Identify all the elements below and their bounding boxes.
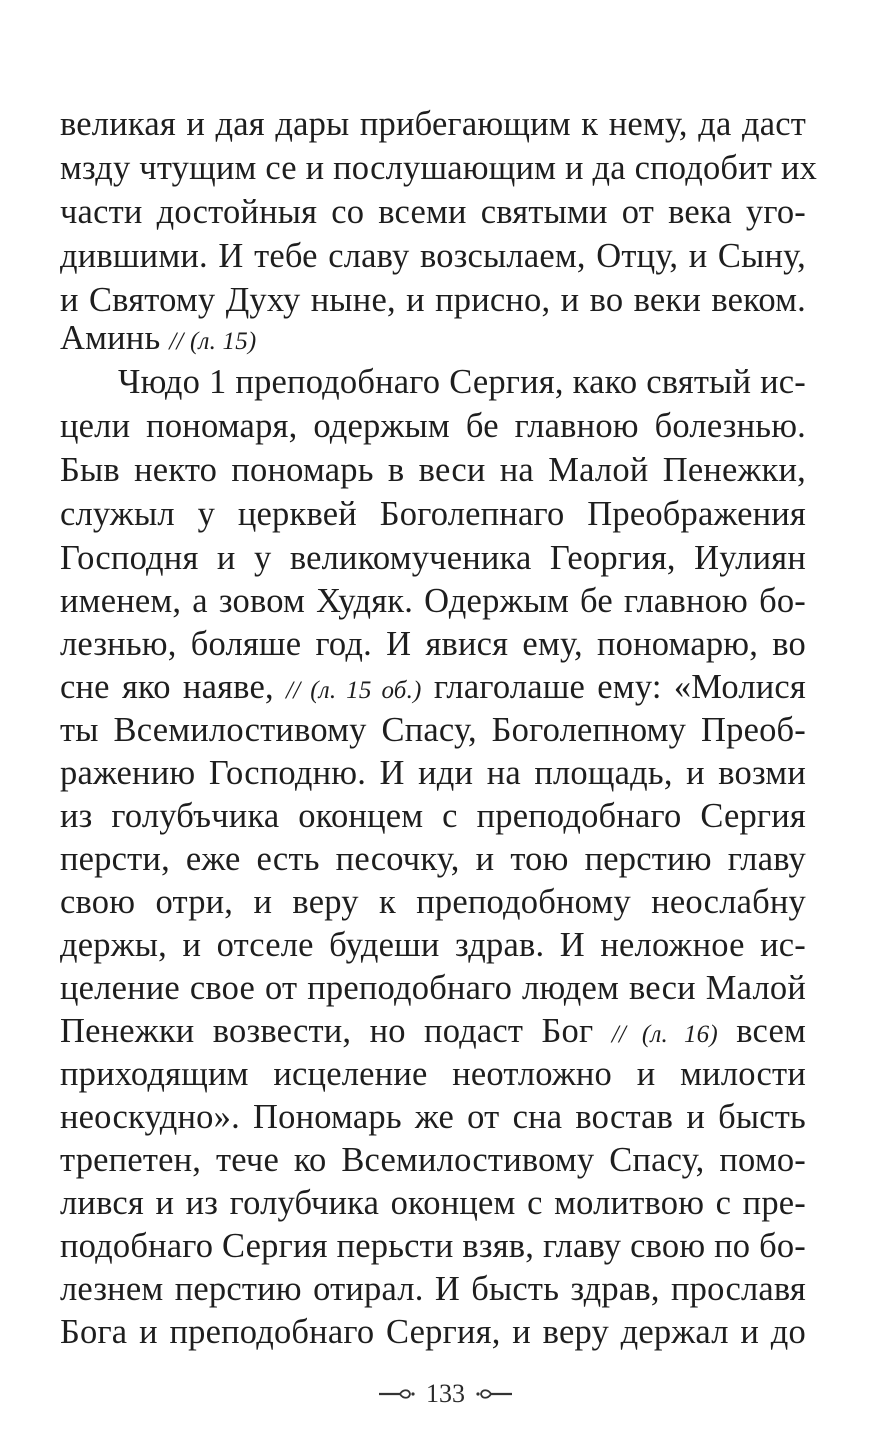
text-line: именем, а зовом Худяк. Одержым бе главною бо- — [60, 582, 806, 620]
text-line: ты Всемилостивому Спасу, Боголепному Преоб- — [60, 711, 806, 749]
text-line: Господня и у великомученика Георгия, Иулиян — [60, 539, 806, 577]
text-line: свою отри, и веру к преподобному неослабну — [60, 883, 806, 921]
text-line: подобнаго Сергия перьсти взяв, главу свою по бо- — [60, 1227, 806, 1265]
text-line: Быв некто пономарь в веси на Малой Пенежки, — [60, 451, 806, 489]
text-line: части достойныя со всеми святыми от века уго- — [60, 193, 806, 231]
text-line: Аминь // (л. 15) — [60, 319, 257, 357]
folio-reference: // (л. 16) — [611, 1021, 718, 1048]
text-line: трепетен, тече ко Всемилостивому Спасу, помо- — [60, 1141, 806, 1179]
folio-reference: // (л. 15 об.) — [286, 677, 422, 704]
text-line: мзду чтущим се и послушающим и да сподобит их — [60, 149, 818, 187]
text-line: лився и из голубчика оконцем с молитвою с пре- — [60, 1184, 806, 1222]
text-line: Бога и преподобнаго Сергия, и веру держал и до — [60, 1313, 806, 1351]
text-line: лезнем перстию отирал. И бысть здрав, прославя — [60, 1270, 806, 1308]
text-line: персти, еже есть песочку, и тою перстию главу — [60, 840, 806, 878]
paragraph-first-line: Чюдо 1 преподобнаго Сергия, како святый ис- — [118, 363, 806, 401]
ornament-right-icon — [475, 1388, 513, 1400]
text-line: из голубъчика оконцем с преподобнаго Сергия — [60, 797, 806, 835]
folio-reference: // (л. 15) — [169, 328, 257, 355]
text-line: ражению Господню. И иди на площадь, и возми — [60, 754, 806, 792]
text-line: и Святому Духу ныне, и присно, и во веки веком. — [60, 281, 806, 319]
page-footer — [0, 1376, 891, 1412]
text-line: держы, и отселе будеши здрав. И неложное ис- — [60, 926, 806, 964]
text-line: целение свое от преподобнаго людем веси Малой — [60, 969, 806, 1007]
text-line: цели пономаря, одержым бе главною болезнью. — [60, 407, 806, 445]
text-line: сне яко наяве, // (л. 15 об.) глаголаше ему: «Молися — [60, 668, 806, 706]
text-line: лезнью, боляше год. И явися ему, пономарю, во — [60, 625, 806, 663]
ornament-left-icon — [378, 1388, 416, 1400]
text-line: великая и дая дары прибегающим к нему, да даст — [60, 105, 806, 143]
text-line: приходящим исцеление неотложно и милости — [60, 1055, 806, 1093]
text-line: дившими. И тебе славу возсылаем, Отцу, и Сыну, — [60, 237, 806, 275]
text-line: служыл у церквей Боголепнаго Преображения — [60, 495, 806, 533]
text-line: неоскудно». Пономарь же от сна востав и бысть — [60, 1098, 806, 1136]
page-number: 133 — [426, 1379, 465, 1408]
text-line: Пенежки возвести, но подаст Бог // (л. 16) всем — [60, 1012, 806, 1050]
